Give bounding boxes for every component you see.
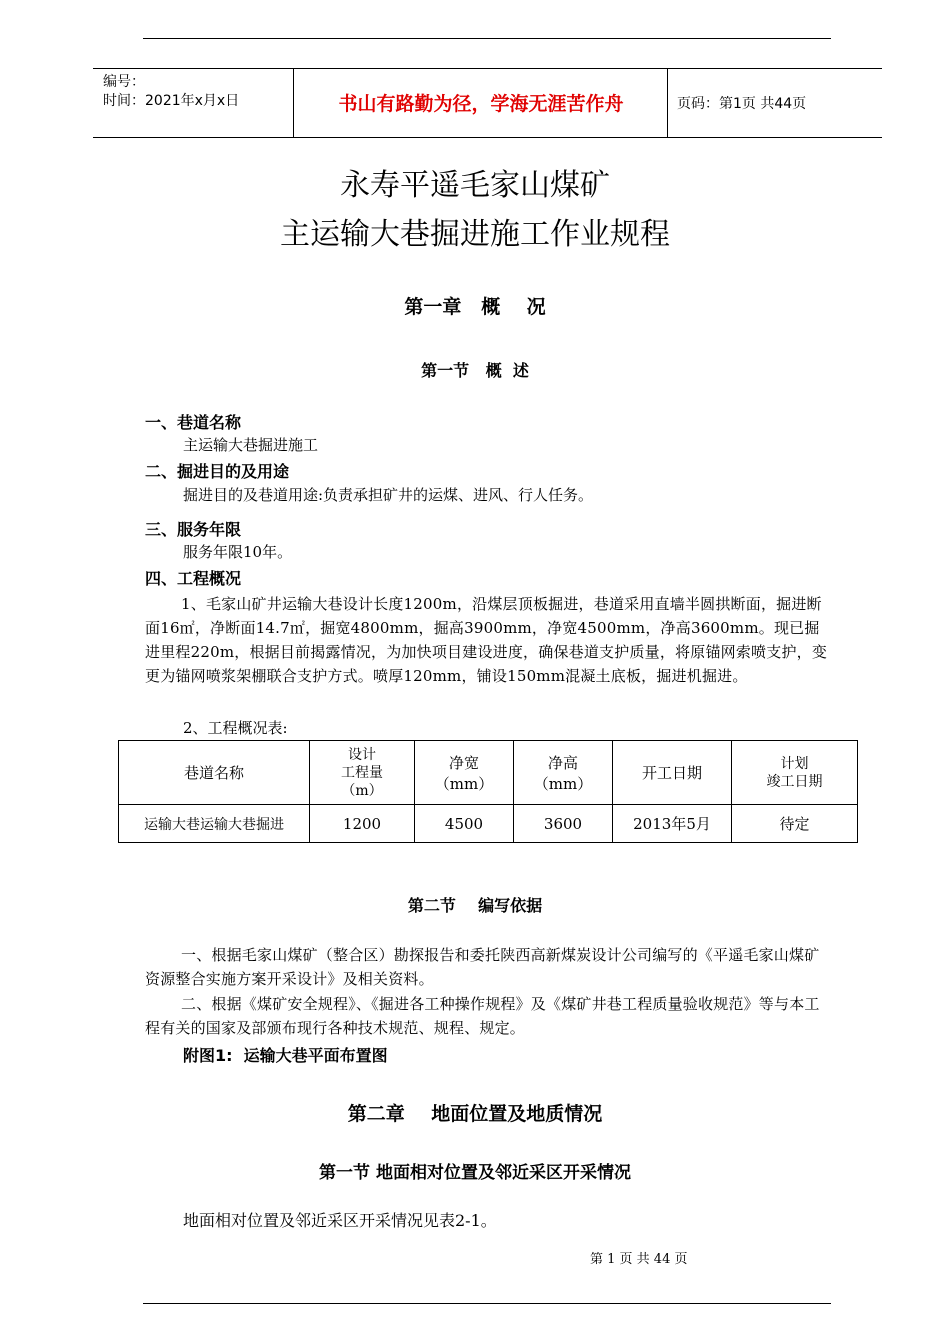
top-rule	[143, 38, 831, 39]
basis-para-1: 一、根据毛家山煤矿（整合区）勘探报告和委托陕西高新煤炭设计公司编写的《平遥毛家山煤矿资源整合实施方案开采设计》及相关资料。	[145, 946, 820, 988]
table-header-row	[119, 741, 858, 805]
figure-note: 附图1: 运输大巷平面布置图	[183, 1046, 388, 1065]
item3-heading: 三、服务年限	[145, 520, 242, 539]
item2-text: 掘进目的及巷道用途:负责承担矿井的运煤、进风、行人任务。	[183, 486, 594, 504]
chapter2-text: 地面相对位置及邻近采区开采情况见表2-1。	[183, 1211, 497, 1230]
table-row	[119, 805, 858, 843]
item1-heading: 一、巷道名称	[145, 413, 242, 432]
table-header-cell: 净高 （mm）	[514, 741, 613, 805]
overview-table	[118, 740, 858, 843]
chapter1-title: 第一章 概 况	[404, 296, 546, 318]
table-cell: 3600	[514, 805, 613, 843]
table-header-cell: 巷道名称	[119, 741, 310, 805]
section1-title: 第一节 概 述	[421, 361, 529, 380]
footer-page-number: 第 1 页 共 44 页	[590, 1252, 688, 1267]
table-cell: 1200	[310, 805, 415, 843]
table-header-cell: 设计 工程量 （m）	[310, 741, 415, 805]
basis-para-2: 二、根据《煤矿安全规程》、《掘进各工种操作规程》及《煤矿井巷工程质量验收规范》等与本工程有关的国家及部颁布现行各种技术规范、规程、规定。	[145, 995, 820, 1037]
doc-title-line1: 永寿平遥毛家山煤矿	[340, 168, 610, 203]
doc-title-line2: 主运输大巷掘进施工作业规程	[280, 217, 670, 252]
item1-text: 主运输大巷掘进施工	[183, 436, 319, 454]
table-cell: 4500	[415, 805, 514, 843]
table-cell: 2013年5月	[613, 805, 732, 843]
chapter2-section1-title: 第一节 地面相对位置及邻近采区开采情况	[319, 1163, 631, 1183]
table-header-cell: 计划 竣工日期	[732, 741, 858, 805]
bottom-rule	[143, 1303, 831, 1304]
table-header-cell: 开工日期	[613, 741, 732, 805]
header-meta	[103, 73, 239, 111]
number-label: 编号：	[103, 74, 145, 90]
table-cell: 待定	[732, 805, 858, 843]
header-divider	[293, 69, 294, 137]
item2-heading: 二、掘进目的及用途	[145, 462, 290, 481]
item4-heading: 四、工程概况	[145, 569, 242, 588]
header-table	[93, 68, 882, 138]
item3-text: 服务年限10年。	[183, 543, 293, 561]
table-cell: 运输大巷运输大巷掘进	[119, 805, 310, 843]
time-label: 时间：2021年x月x日	[103, 93, 240, 109]
table-caption: 2、工程概况表:	[183, 719, 288, 737]
item4-text: 1、毛家山矿井运输大巷设计长度1200m，沿煤层顶板掘进，巷道采用直墙半圆拱断面，掘进断面16㎡，净断面14.7㎡，掘宽4800mm，掘高3900mm，净宽4500mm，净高3600mm。现已掘进里程220m，根据目前揭露情况，为加快项目建设进度，确保巷道支护质量，将原锚网索喷支护，变更为锚网喷浆架棚联合支护方式。喷厚120mm，铺设150mm混凝土底板，掘进机掘进。	[145, 595, 828, 685]
chapter2-title: 第二章 地面位置及地质情况	[347, 1103, 603, 1125]
table-header-cell: 净宽 （mm）	[415, 741, 514, 805]
header-divider	[667, 69, 668, 137]
header-motto: 书山有路勤为径，学海无涯苦作舟	[338, 93, 624, 115]
header-page-number: 页码：第1页 共44页	[677, 96, 807, 112]
section2-title: 第二节 编写依据	[407, 896, 543, 915]
